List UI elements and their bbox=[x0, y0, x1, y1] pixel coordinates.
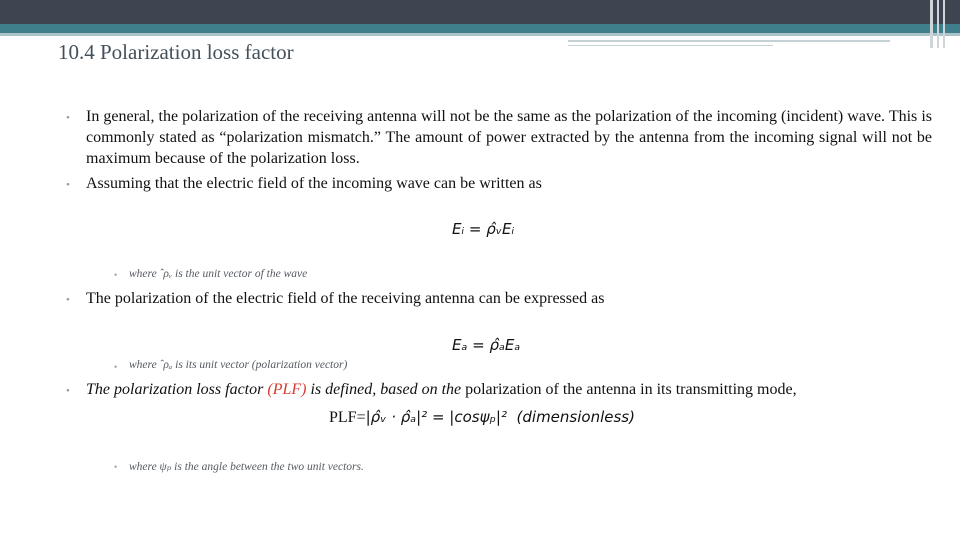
plf-intro-rest: polarization of the antenna in its transmitting mode, bbox=[465, 381, 797, 398]
paragraph-1: In general, the polarization of the receiving antenna will not be the same as the polarization of the incoming (incident) wave. This is commonly stated as “polarization mismatch.” The amount of power extracted by the antenna from the incoming signal will not be maximum because of the polarization loss. bbox=[86, 108, 932, 167]
sub-note-2: where ˆρₐ is its unit vector (polarization vector) bbox=[129, 359, 348, 371]
plf-intro-italic: The polarization loss factor bbox=[86, 381, 268, 398]
bullet-marker: • bbox=[66, 112, 70, 124]
plf-intro-italic-2: is defined, based on the bbox=[306, 381, 466, 398]
sub-bullet-marker: • bbox=[114, 362, 118, 372]
sub-bullet-marker: • bbox=[114, 462, 118, 472]
plf-equation-label: PLF= bbox=[329, 409, 366, 426]
sub-note-1: where ˆρᵥ is the unit vector of the wave bbox=[129, 268, 308, 280]
equation-incident-field: Eᵢ = ρ̂ᵥEᵢ bbox=[452, 220, 515, 238]
paragraph-2: Assuming that the electric field of the incoming wave can be written as bbox=[86, 175, 542, 192]
paragraph-3: The polarization of the electric field of the receiving antenna can be expressed as bbox=[86, 290, 605, 307]
bullet-marker: • bbox=[66, 385, 70, 397]
sub-bullet-marker: • bbox=[114, 270, 118, 280]
bullet-marker: • bbox=[66, 294, 70, 306]
bullet-marker: • bbox=[66, 179, 70, 191]
paragraph-4 bbox=[86, 379, 932, 400]
equation-plf bbox=[329, 408, 635, 427]
plf-equation-expression: |ρ̂ᵥ · ρ̂ₐ|² = |cosψₚ|² bbox=[365, 408, 507, 426]
plf-acronym: (PLF) bbox=[267, 381, 307, 398]
equation-antenna-field: Eₐ = ρ̂ₐEₐ bbox=[452, 336, 521, 354]
slide-title: 10.4 Polarization loss factor bbox=[58, 40, 294, 64]
sub-note-3: where ψₚ is the angle between the two unit vectors. bbox=[129, 461, 364, 473]
plf-equation-unit: (dimensionless) bbox=[516, 408, 635, 426]
